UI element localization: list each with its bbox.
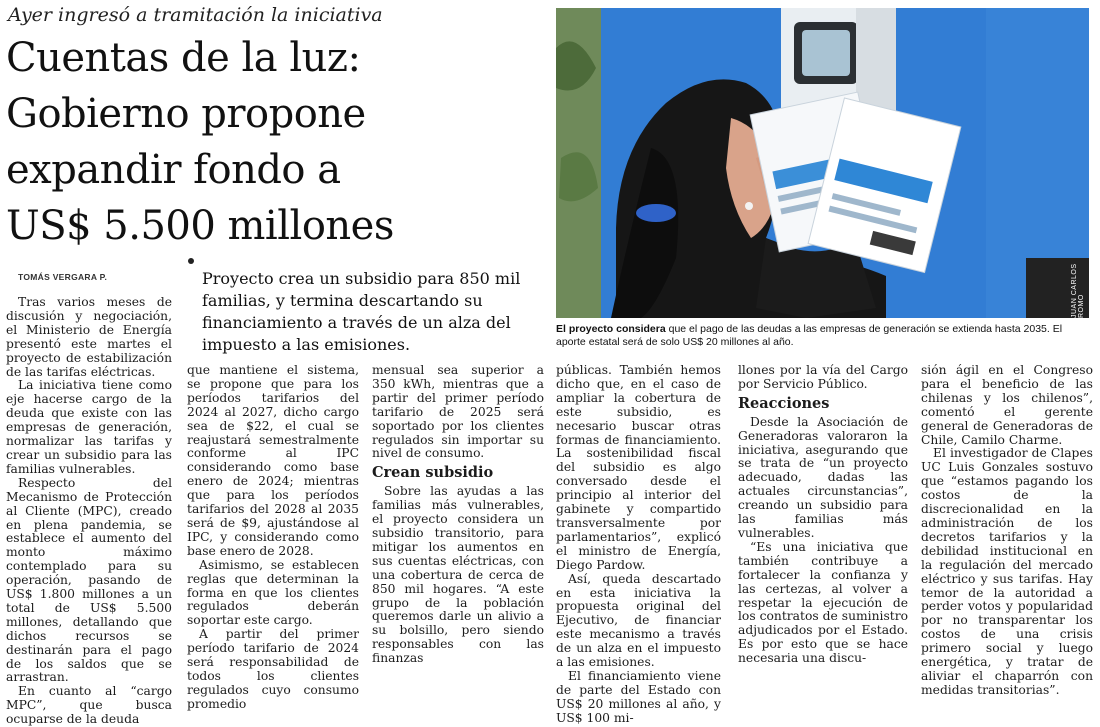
body-column-6 xyxy=(921,363,1093,697)
paragraph: “Es una iniciativa que también contribuye a fortalecer la confianza y las certezas, al volver a respetar la ejecución de los contratos de suministro adjudicados por el Estado. Es por esto que se hace necesaria una discu- xyxy=(738,539,908,666)
paragraph: mensual sea superior a 350 kWh, mientras que a partir del primer período tarifario de 2025 será soportado por los clientes regulados sin importar su nivel de consumo. xyxy=(372,363,544,461)
caption-text: que el pago de las deudas a las empresas de generación se extienda hasta 2035. El aporte estatal será de solo US$ 20 millones al año. xyxy=(556,323,1063,348)
paragraph: Sobre las ayudas a las familias más vulnerables, el proyecto considera un subsidio transitorio, para mitigar los aumentos en sus cuentas eléctricas, con una cobertura de cerca de 850 mil hogares. “A este grupo de la población queremos darle un alivio a su bolsillo, pero siendo responsables con las finanzas xyxy=(372,484,544,666)
headline-line: US$ 5.500 millones xyxy=(6,203,394,249)
kicker: Ayer ingresó a tramitación la iniciativa xyxy=(8,4,383,26)
paragraph: públicas. También hemos dicho que, en el caso de ampliar la cobertura de este subsidio, es necesario buscar otras formas de financiamiento. La sostenibilidad fiscal del subsidio es algo conversado desde el principio al interior del gabinete y compartido transversalmente por parlamentarios”, explicó el ministro de Energía, Diego Pardow. xyxy=(556,363,721,572)
paragraph: que mantiene el sistema, se propone que para los períodos tarifarios del 2024 al 2027, dicho cargo sea de $22, el cual se reajustará semestralmente conforme al IPC considerando como base enero de 2024; mientras que para los períodos tarifarios del 2028 al 2035 será de $9, ajustándose al IPC, y considerando como base enero de 2028. xyxy=(187,363,359,558)
paragraph: En cuanto al “cargo MPC”, que busca ocuparse de la deuda xyxy=(6,684,172,727)
subheading-reacciones: Reacciones xyxy=(738,394,830,412)
paragraph: Asimismo, se establecen reglas que determinan la forma en que los clientes regulados deberán soportar este cargo. xyxy=(187,557,359,628)
body-column-5 xyxy=(738,363,908,666)
paragraph: llones por la vía del Cargo por Servicio Público. xyxy=(738,363,908,391)
paragraph: A partir del primer período tarifario de 2024 será responsabilidad de todos los clientes regulados cuyo consumo promedio xyxy=(187,627,359,711)
paragraph: Tras varios meses de discusión y negociación, el Ministerio de Energía presentó este martes el proyecto de estabilización de las tarifas eléctricas. xyxy=(6,295,172,379)
headline-line: expandir fondo a xyxy=(6,147,341,193)
paragraph: Desde la Asociación de Generadoras valoraron la iniciativa, asegurando que se trata de “un proyecto adecuado, dadas las actuales circunstancias”, creando un subsidio para las familias más vulnerables. xyxy=(738,414,908,540)
paragraph: Así, queda descartado en esta iniciativa la propuesta original del Ejecutivo, de financiar este mecanismo a través de un alza en el impuesto a las emisiones. xyxy=(556,571,721,670)
body-column-4 xyxy=(556,363,721,725)
caption-lead: El proyecto considera xyxy=(556,323,666,335)
paragraph: El investigador de Clapes UC Luis Gonzales sostuvo que “estamos pagando los costos de la discrecionalidad en la administración de los decretos tarifarios y la debilidad institucional en la regulación del mercado eléctrico y sus tarifas. Hay temor de la autoridad a perder votos y popularidad por no transparentar los costos de una crisis primero social y luego energética, y tratar de aliviar el chaparrón con medidas transitorias”. xyxy=(921,446,1093,697)
paragraph: El financiamiento viene de parte del Estado con US$ 20 millones al año, y US$ 100 mi- xyxy=(556,668,721,725)
paragraph: sión ágil en el Congreso para el beneficio de las chilenas y los chilenos”, comentó el gerente general de Generadoras de Chile, Camilo Charme. xyxy=(921,363,1093,447)
headline-line: Cuentas de la luz: xyxy=(6,35,361,81)
body-column-2 xyxy=(187,363,359,711)
paragraph: Respecto del Mecanismo de Protección al Cliente (MPC), creado en plena pandemia, se establece el aumento del monto máximo contemplado para su operación, pasando de US$ 1.800 millones a un total de US$ 5.500 millones, detallando que dichos recursos se destinarán para el pago de los saldos que se arrastran. xyxy=(6,475,172,685)
deck-bullet xyxy=(188,258,194,264)
paragraph: La iniciativa tiene como eje hacerse cargo de la deuda que existe con las empresas de generación, normalizar las tarifas y crear un subsidio para las familias vulnerables. xyxy=(6,378,172,476)
body-column-3 xyxy=(372,363,544,666)
headline-line: Gobierno propone xyxy=(6,91,366,137)
article-photo xyxy=(556,8,1089,318)
headline xyxy=(6,30,546,254)
body-column-1 xyxy=(6,295,172,727)
deck: Proyecto crea un subsidio para 850 mil familias, y termina descartando su financiamiento a través de un alza del impuesto a las emisiones. xyxy=(202,269,521,354)
photo-illustration xyxy=(556,8,1089,318)
photo-credit: JUAN CARLOS ROMO xyxy=(1071,263,1085,318)
subheading-crean-subsidio: Crean subsidio xyxy=(372,464,494,482)
byline: TOMÁS VERGARA P. xyxy=(18,272,108,282)
photo-caption xyxy=(556,323,1090,349)
